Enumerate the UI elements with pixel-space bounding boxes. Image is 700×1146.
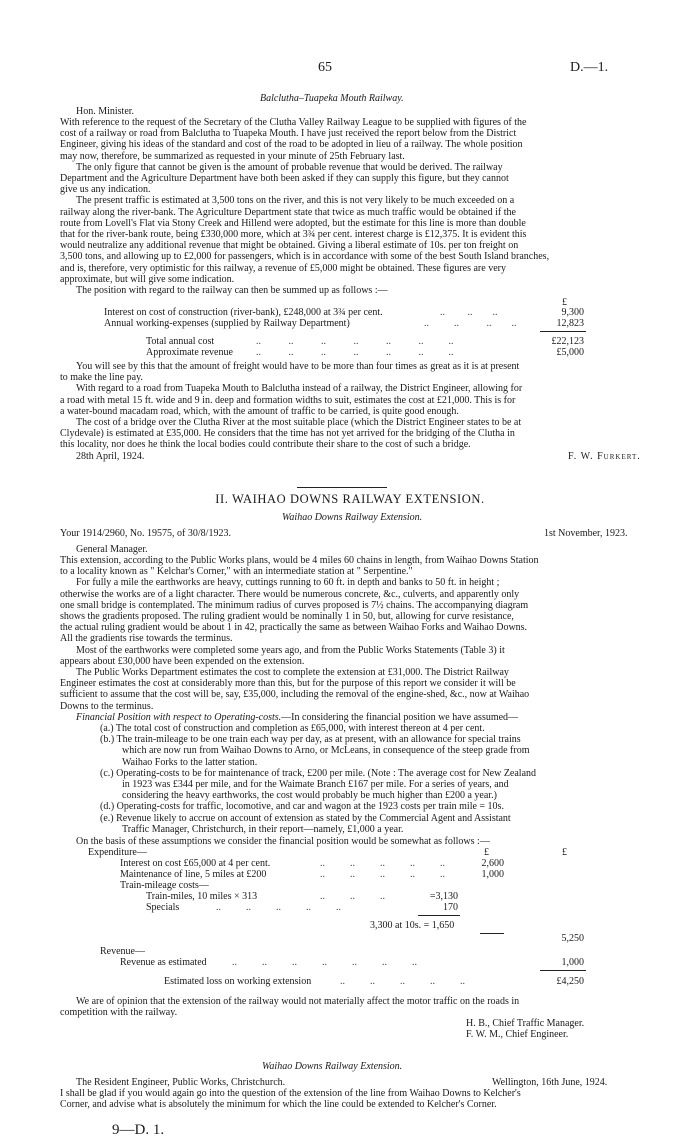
- leader-dots: .. .. ..: [440, 307, 498, 318]
- text-line: and is, therefore, very optimistic for this railway, a revenue of £5,000 might be obtained. These figures are very: [60, 262, 506, 274]
- text-line: competition with the railway.: [60, 1007, 178, 1019]
- basis-statement: On the basis of these assumptions we consider the financial position would be somewhat as follows :—: [76, 836, 490, 847]
- text-line: a road with metal 15 ft. wide and 9 in. deep and formation widths to suit, estimates the cost at £21,000. This is for: [60, 394, 516, 406]
- estimated-loss-label: Estimated loss on working extension: [164, 976, 312, 987]
- pound-column-header: £: [484, 847, 489, 858]
- text-line: one small bridge is contemplated. The minimum radius of curves proposed is 7½ chains. The accompanying diagram: [60, 599, 529, 611]
- train-mile-calculation: 3,300 at 10s. = 1,650: [370, 920, 455, 931]
- assumption-item: (e.) Revenue likely to accrue on account of extension as stated by the Commercial Agent and Assistant: [100, 812, 511, 824]
- page-number: 65: [318, 60, 332, 75]
- leader-dots: .. .. .. .. .. .. ..: [256, 347, 454, 358]
- text-line: Engineer, giving his ideas of the standard and cost of the road to be adopted in lieu of a railway. The whole position: [60, 139, 523, 151]
- sum-rule: [480, 933, 504, 934]
- leader-dots: .. .. .. .. ..: [320, 869, 445, 880]
- assumptions-list: [100, 723, 654, 835]
- assumption-item: which are now run from Waihao Downs to Arno, or McLeans, in consequence of the steep grade from: [122, 745, 530, 757]
- text-line: Clydevale) is estimated at £35,000. He considers that the time has not yet arrived for the bridging of the Clutha in: [60, 428, 515, 440]
- revenue-label: Revenue—: [100, 946, 145, 957]
- train-miles-value: =3,130: [429, 891, 458, 902]
- reference-number: Your 1914/2960, No. 19575, of 30/8/1923.: [60, 528, 231, 539]
- text-line: the actual ruling gradient would be about 1 in 42, practically the same as between Waihao Forks and Waihao Downs.: [60, 622, 528, 634]
- expenditure-total: 5,250: [561, 933, 584, 944]
- section-subheading: Waihao Downs Railway Extension.: [262, 1061, 403, 1072]
- text-line: I shall be glad if you would again go into the question of the extension of the line from Waihao Downs to Kelcher's: [60, 1088, 521, 1099]
- total-value: £22,123: [551, 336, 584, 347]
- assumption-item: (c.) Operating-costs to be for maintenance of track, £200 per mile. (Note : The average cost for New Zealand: [100, 767, 537, 779]
- pound-column-header: £: [562, 847, 567, 858]
- text-line: [60, 712, 654, 723]
- cost-item-label: Annual working-expenses (supplied by Railway Department): [104, 318, 350, 329]
- signature-chief-engineer: F. W. M., Chief Engineer.: [466, 1029, 569, 1040]
- total-label: Approximate revenue: [146, 347, 233, 358]
- leader-dots: .. .. .. .. .. .. ..: [256, 336, 454, 347]
- revenue-estimate-label: Revenue as estimated: [120, 957, 207, 968]
- section1-body-continued: [60, 361, 654, 451]
- specials-label: Specials: [146, 902, 180, 913]
- section-title-waihao: II. WAIHAO DOWNS RAILWAY EXTENSION.: [215, 492, 485, 506]
- section1-body: [60, 117, 654, 296]
- text-line: The only figure that cannot be given is the amount of probable revenue that would be derived. The railway: [76, 161, 503, 173]
- text-line: this locality, nor does he think the local bodies could contribute their share to the cost of such a bridge.: [60, 439, 471, 451]
- cost-item-label: Interest on cost of construction (river-bank), £248,000 at 3¾ per cent.: [104, 307, 383, 318]
- conclusion: [60, 996, 654, 1018]
- sum-rule: [540, 970, 586, 971]
- section2-body: [60, 555, 654, 723]
- total-label: Total annual cost: [146, 336, 215, 347]
- leader-dots: .. .. .. .. ..: [340, 976, 465, 987]
- leader-dots: .. .. .. .. ..: [320, 858, 445, 869]
- signature: F. W. Furkert.: [568, 451, 641, 462]
- section-subheading: Waihao Downs Railway Extension.: [282, 512, 423, 523]
- text-line: All the gradients rise towards the terminus.: [60, 633, 233, 645]
- maintenance-value: 1,000: [481, 869, 504, 880]
- document-reference: D.—1.: [570, 60, 609, 75]
- leader-dots: .. .. .. ..: [424, 318, 517, 329]
- text-line: The Public Works Department estimates the cost to complete the extension at £31,000. The District Railway: [76, 667, 509, 679]
- text-line: Engineer estimates the cost at considerably more than this, but for the purpose of this report we consider it will be: [60, 678, 516, 690]
- specials-value: 170: [443, 902, 458, 913]
- assumption-item: (a.) The total cost of construction and completion as £65,000, with interest thereon at 4 per cent.: [100, 723, 485, 734]
- text-line: give us any indication.: [60, 184, 151, 196]
- text-line: to a locality known as " Kelchar's Corner," with an intermediate station at " Serpentine.": [60, 566, 413, 578]
- page-footer-reference: 9—D. 1.: [112, 1122, 165, 1138]
- section-heading-balclutha: Balclutha–Tuapeka Mouth Railway.: [260, 93, 404, 104]
- text-line: shows the gradients proposed. The ruling gradient would be nominally 1 in 50, but, allowing for curve resistance,: [60, 611, 514, 623]
- assumption-item: (d.) Operating-costs for traffic, locomotive, and car and wagon at the 1923 costs per train mile = 10s.: [100, 801, 504, 813]
- text-line: We are of opinion that the extension of the railway would not materially affect the motor traffic on the roads in: [76, 996, 520, 1007]
- text-line: approximate, but will give some indication.: [60, 273, 235, 285]
- text-line: a water-bound macadam road, which, with the amount of traffic to be carried, is quite good enough.: [60, 405, 459, 417]
- report-date: 28th April, 1924.: [76, 451, 145, 462]
- text-line: With regard to a road from Tuapeka Mouth to Balclutha instead of a railway, the District Engineer, allowing for: [76, 383, 523, 395]
- assumption-item: Waihao Forks to the latter station.: [122, 756, 258, 768]
- financial-position-heading: Financial Position with respect to Operating-costs.: [76, 711, 282, 723]
- revenue-value: 1,000: [561, 957, 584, 968]
- sum-rule: [540, 331, 586, 332]
- train-mileage-label: Train-mileage costs—: [120, 880, 209, 891]
- text-line: otherwise the works are of a light character. There would be numerous concrete, &c., culverts, and apparently only: [60, 588, 520, 600]
- section-divider: [297, 487, 387, 488]
- interest-value: 2,600: [481, 858, 504, 869]
- text-line: Most of the earthworks were completed some years ago, and from the Public Works Statements (Table 3) it: [76, 644, 505, 656]
- text-line: appears about £30,000 have been expended on the extension.: [60, 655, 305, 667]
- text-line: to make the line pay.: [60, 372, 143, 384]
- letter-body: [60, 1088, 654, 1110]
- text-line: You will see by this that the amount of freight would have to be more than four times as great as it is at present: [76, 361, 520, 372]
- assumption-item: considering the heavy earthworks, the cost would probably be much higher than £200 a year.): [122, 790, 497, 802]
- text-line: sufficient to assume that the cost will be, say, £35,000, including the removal of the engine-shed, &c., now at Waihao: [60, 689, 530, 701]
- text-line: Department and the Agriculture Department have both been asked if they can supply this figure, but they cannot: [60, 173, 509, 185]
- text-line: For fully a mile the earthworks are heavy, cuttings running to 60 ft. in depth and banks to 50 ft. in height ;: [76, 577, 500, 589]
- text-line: would neutralize any additional revenue that might be obtained. Giving a liberal estimate of 10s. per ton freight on: [60, 240, 519, 252]
- leader-dots: .. .. .. .. ..: [216, 902, 341, 913]
- text-line: The cost of a bridge over the Clutha River at the most suitable place (which the District Engineer states to be at: [76, 417, 522, 429]
- cost-item-value: 12,823: [556, 318, 584, 329]
- assumption-item: in 1923 was £344 per mile, and for the Waimate Branch £167 per mile. For a series of years, and: [122, 779, 509, 791]
- text-line: The position with regard to the railway can then be summed up as follows :—: [76, 285, 388, 297]
- text-line: The present traffic is estimated at 3,500 tons on the river, and this is not very likely to be much exceeded on a: [76, 195, 515, 207]
- text-line: This extension, according to the Public Works plans, would be 4 miles 60 chains in length, from Waihao Downs Station: [60, 555, 539, 566]
- text-line: Corner, and advise what is absolutely the minimum for which the line could be extended to Kelcher's Corner.: [60, 1099, 497, 1111]
- text-line: With reference to the request of the Secretary of the Clutha Valley Railway League to be supplied with figures of the: [60, 117, 527, 128]
- text-line: that for the river-bank route, being £330,000 more, which at 3¾ per cent. interest charge is £12,375. It is evident this: [60, 229, 527, 241]
- text-line: cost of a railway or road from Balclutha to Tuapeka Mouth. I have just received the report below from the District: [60, 128, 517, 140]
- letter-date: Wellington, 16th June, 1924.: [492, 1077, 608, 1088]
- text-line: route from Lovell's Flat via Stony Creek and Hillend were adopted, but the estimate for this line is more than double: [60, 217, 526, 229]
- pound-column-header: £: [562, 297, 567, 308]
- financial-intro: —In considering the financial position we have assumed—: [281, 711, 519, 723]
- expenditure-label: Expenditure—: [88, 847, 147, 858]
- interest-label: Interest on cost £65,000 at 4 per cent.: [120, 858, 271, 869]
- assumption-item: (b.) The train-mileage to be one train each way per day, as at present, with an allowance for special trains: [100, 734, 521, 746]
- letter-addressee: The Resident Engineer, Public Works, Christchurch.: [76, 1077, 286, 1088]
- text-line: railway along the river-bank. The Agriculture Department state that twice as much traffic would be obtained if the: [60, 206, 516, 218]
- addressee: Hon. Minister.: [76, 106, 135, 117]
- text-line: may now, therefore, be summarized as requested in your minute of 25th February last.: [60, 150, 405, 162]
- assumption-item: Traffic Manager, Christchurch, in their report—namely, £1,000 a year.: [122, 823, 404, 835]
- text-line: 3,500 tons, and allowing up to £2,000 for passengers, which is in accordance with some of the best South Island branches,: [60, 251, 550, 263]
- reference-date: 1st November, 1923.: [544, 528, 628, 539]
- leader-dots: .. .. .. .. .. .. ..: [232, 957, 417, 968]
- estimated-loss-value: £4,250: [556, 976, 584, 987]
- leader-dots: .. .. ..: [320, 891, 385, 902]
- addressee: General Manager.: [76, 544, 148, 555]
- sum-rule: [418, 915, 460, 916]
- total-value: £5,000: [556, 347, 584, 358]
- signature-traffic-manager: H. B., Chief Traffic Manager.: [466, 1018, 585, 1029]
- cost-item-value: 9,300: [561, 307, 584, 318]
- text-line: Downs to the terminus.: [60, 700, 154, 712]
- train-miles-label: Train-miles, 10 miles × 313: [146, 891, 258, 902]
- maintenance-label: Maintenance of line, 5 miles at £200: [120, 869, 267, 880]
